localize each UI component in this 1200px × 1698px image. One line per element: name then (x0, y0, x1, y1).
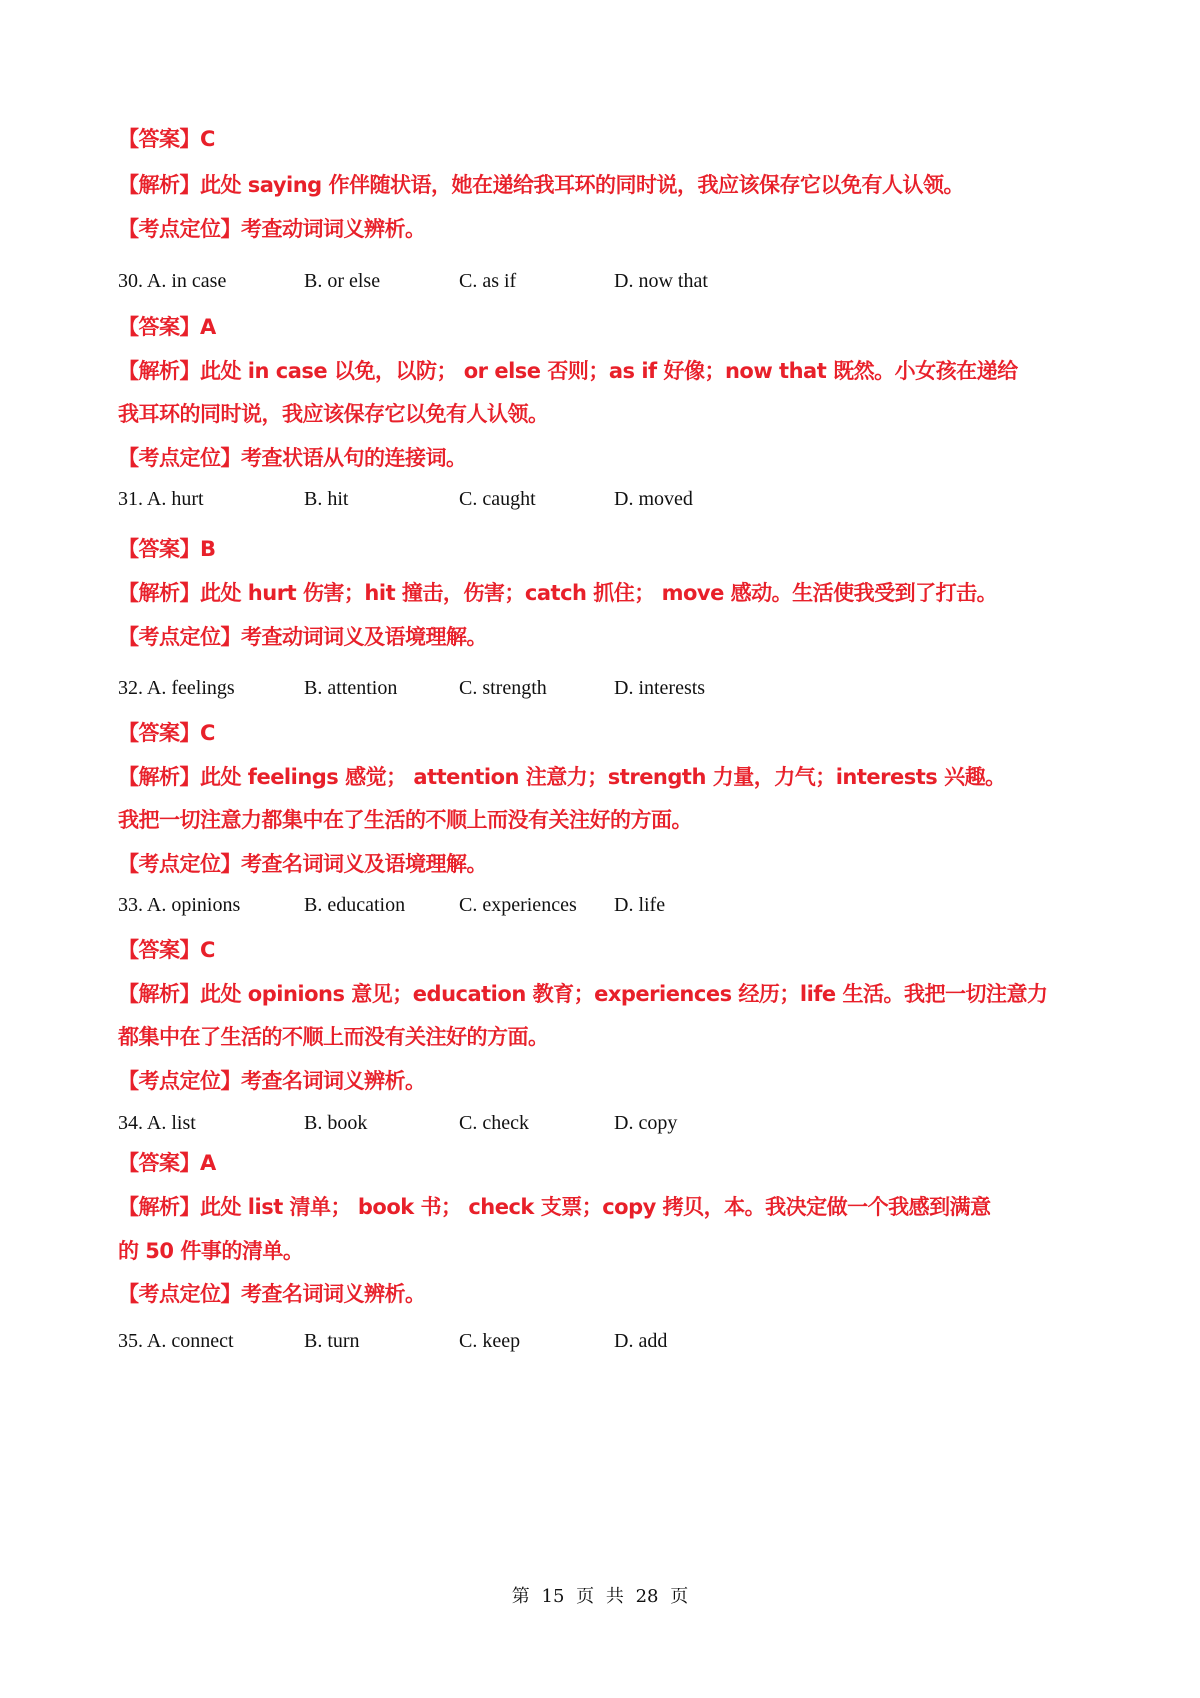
key-point-line: 【考点定位】考查动词词义辨析。 (118, 217, 426, 241)
key-point-line: 【考点定位】考查名词词义及语境理解。 (118, 852, 487, 876)
option-c: C. experiences (459, 894, 577, 916)
option-c: C. keep (459, 1330, 521, 1352)
analysis-line: 【解析】此处 hurt 伤害；hit 撞击，伤害；catch 抓住； move 感动。生活使我受到了打击。 (118, 581, 998, 605)
question-number-option-a: 30. A. in case (118, 270, 227, 292)
option-d: D. interests (614, 677, 706, 699)
analysis-line: 【解析】此处 opinions 意见；education 教育；experiences 经历；life 生活。我把一切注意力 (118, 982, 1048, 1006)
answer-label: 【答案】A (118, 315, 216, 339)
option-d: D. life (614, 894, 666, 916)
key-point-line: 【考点定位】考查名词词义辨析。 (118, 1282, 426, 1306)
answer-label: 【答案】B (118, 537, 216, 561)
option-c: C. strength (459, 677, 547, 699)
option-d: D. now that (614, 270, 708, 292)
question-number-option-a: 32. A. feelings (118, 677, 235, 699)
analysis-line: 【解析】此处 feelings 感觉； attention 注意力；strength 力量，力气；interests 兴趣。 (118, 765, 1006, 789)
answer-label: 【答案】C (118, 127, 215, 151)
answer-label: 【答案】A (118, 1151, 216, 1175)
analysis-line: 【解析】此处 list 清单； book 书； check 支票；copy 拷贝，本。我决定做一个我感到满意 (118, 1195, 991, 1219)
analysis-line: 的 50 件事的清单。 (118, 1239, 304, 1263)
option-c: C. as if (459, 270, 517, 292)
analysis-line: 我把一切注意力都集中在了生活的不顺上而没有关注好的方面。 (118, 808, 692, 832)
analysis-line: 我耳环的同时说，我应该保存它以免有人认领。 (118, 402, 549, 426)
analysis-line: 【解析】此处 saying 作伴随状语，她在递给我耳环的同时说，我应该保存它以免有人认领。 (118, 173, 965, 197)
analysis-line: 【解析】此处 in case 以免，以防； or else 否则；as if 好像；now that 既然。小女孩在递给 (118, 359, 1018, 383)
question-number-option-a: 34. A. list (118, 1112, 196, 1134)
answer-label: 【答案】C (118, 721, 215, 745)
option-b: B. attention (304, 677, 398, 699)
question-number-option-a: 33. A. opinions (118, 894, 241, 916)
answer-label: 【答案】C (118, 938, 215, 962)
option-b: B. book (304, 1112, 368, 1134)
option-d: D. copy (614, 1112, 678, 1134)
option-d: D. add (614, 1330, 668, 1352)
question-number-option-a: 35. A. connect (118, 1330, 234, 1352)
analysis-line: 都集中在了生活的不顺上而没有关注好的方面。 (118, 1025, 549, 1049)
option-d: D. moved (614, 488, 693, 510)
option-b: B. hit (304, 488, 349, 510)
key-point-line: 【考点定位】考查动词词义及语境理解。 (118, 625, 487, 649)
key-point-line: 【考点定位】考查名词词义辨析。 (118, 1069, 426, 1093)
page-number-footer: 第 15 页 共 28 页 (511, 1586, 689, 1607)
option-c: C. check (459, 1112, 529, 1134)
option-c: C. caught (459, 488, 536, 510)
question-number-option-a: 31. A. hurt (118, 488, 204, 510)
option-b: B. or else (304, 270, 381, 292)
option-b: B. turn (304, 1330, 360, 1352)
key-point-line: 【考点定位】考查状语从句的连接词。 (118, 446, 467, 470)
option-b: B. education (304, 894, 406, 916)
